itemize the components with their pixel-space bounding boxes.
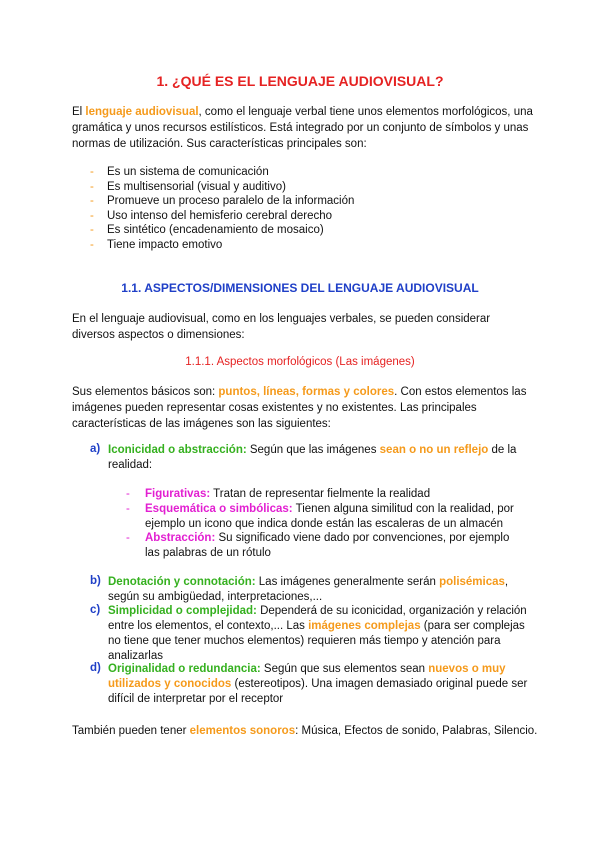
list-item-text: Promueve un proceso paralelo de la información — [107, 195, 355, 207]
item-term: Iconicidad o abstracción: — [108, 444, 247, 456]
item-label-b: b) — [90, 575, 101, 587]
item-text-2: de la realidad: — [108, 444, 517, 471]
dash-bullet: - — [90, 224, 94, 236]
intro-text-2: , como el lenguaje verbal tiene unos elementos morfológicos, una gramática y unos recursos estilísticos. Está integrado por un conjunto de símbolos y unas normas de utilización. Sus características principales son: — [72, 106, 533, 150]
item-text: Las imágenes generalmente serán — [255, 576, 440, 588]
list-item-text: Uso intenso del hemisferio cerebral derecho — [107, 209, 333, 222]
highlight-term: sean o no un reflejo — [379, 444, 489, 456]
item-label-c: c) — [90, 604, 101, 616]
sub-item-term: Abstracción: — [145, 532, 216, 544]
item-d — [108, 662, 528, 707]
closing-text-2: : Música, Efectos de sonido, Palabras, Silencio. — [295, 725, 538, 737]
item-c — [108, 604, 528, 664]
item-term: Simplicidad o complejidad: — [108, 605, 257, 617]
elements-text-2: . Con estos elementos las imágenes pueden representar cosas existentes y no existentes. Las principales características de las imágenes son las siguientes: — [72, 386, 527, 430]
item-text: Dependerá de su iconicidad, organización y relación entre los elementos, el contexto,... Las — [108, 605, 527, 632]
item-label-d: d) — [90, 662, 101, 674]
list-item — [90, 194, 354, 209]
sub-item-term: Figurativas: — [145, 488, 211, 500]
closing-paragraph — [72, 723, 542, 739]
elements-text: Sus elementos básicos son: — [72, 386, 219, 398]
highlight-term: imágenes complejas — [308, 620, 421, 632]
dash-bullet: - — [90, 195, 94, 207]
sub-item — [126, 487, 526, 502]
sub-item-text: Tienen alguna similitud con la realidad, por ejemplo un icono que indica donde están las escaleras de un almacén — [145, 503, 514, 530]
dash-bullet: - — [90, 238, 94, 251]
list-item — [90, 209, 354, 224]
section-title: 1.1. ASPECTOS/DIMENSIONES DEL LENGUAJE AUDIOVISUAL — [121, 281, 479, 295]
list-item-text: Es sintético (encadenamiento de mosaico) — [107, 224, 324, 236]
item-text-2: , según su ambigüedad, interpretaciones,... — [108, 576, 509, 603]
item-text: Según que sus elementos sean — [260, 663, 429, 675]
features-list — [90, 165, 354, 252]
item-a — [108, 443, 528, 473]
item-b — [108, 575, 528, 605]
list-item-text: Es multisensorial (visual y auditivo) — [107, 180, 286, 193]
list-item — [90, 180, 354, 195]
highlight-term: lenguaje audiovisual — [85, 106, 199, 118]
list-item — [90, 165, 354, 180]
sub-item-text: Tratan de representar fielmente la realidad — [210, 488, 431, 500]
sub-item — [126, 502, 526, 532]
subsection-title: 1.1.1. Aspectos morfológicos (Las imágenes) — [185, 356, 415, 368]
dash-bullet: - — [90, 166, 94, 178]
highlight-term: puntos, líneas, formas y colores — [218, 386, 395, 398]
intro-text: El — [72, 106, 86, 118]
item-text-2: (estereotipos). Una imagen demasiado original puede ser difícil de interpretar por el receptor — [108, 678, 528, 705]
closing-text: También pueden tener — [72, 725, 190, 737]
section-intro: En el lenguaje audiovisual, como en los lenguajes verbales, se pueden considerar diversos aspectos o dimensiones: — [72, 313, 491, 341]
item-text-2: (para ser complejas no tiene que tener muchos elementos) requieren más tiempo y atención para analizarlas — [108, 620, 525, 662]
dash-bullet: - — [126, 532, 130, 544]
item-term: Denotación y connotación: — [108, 576, 256, 588]
sub-item-text: Su significado viene dado por convenciones, por ejemplo las palabras de un rótulo — [145, 532, 510, 559]
dash-bullet: - — [126, 503, 130, 515]
sub-item-term: Esquemática o simbólicas: — [145, 503, 293, 515]
intro-paragraph — [72, 104, 534, 152]
dash-bullet: - — [90, 209, 94, 222]
highlight-term: polisémicas — [439, 576, 505, 588]
item-label-a: a) — [90, 443, 101, 455]
list-item — [90, 223, 354, 238]
sub-item — [126, 531, 526, 561]
page-title: 1. ¿QUÉ ES EL LENGUAJE AUDIOVISUAL? — [156, 73, 444, 89]
highlight-term: nuevos o muy utilizados y conocidos — [108, 663, 506, 690]
item-term: Originalidad o redundancia: — [108, 663, 261, 675]
elements-paragraph — [72, 384, 534, 432]
dash-bullet: - — [126, 488, 130, 500]
list-item — [90, 238, 354, 253]
highlight-term: elementos sonoros — [189, 725, 296, 737]
list-item-text: Tiene impacto emotivo — [107, 238, 223, 251]
dash-bullet: - — [90, 180, 94, 193]
item-text: Según que las imágenes — [246, 444, 380, 456]
list-item-text: Es un sistema de comunicación — [107, 166, 269, 178]
